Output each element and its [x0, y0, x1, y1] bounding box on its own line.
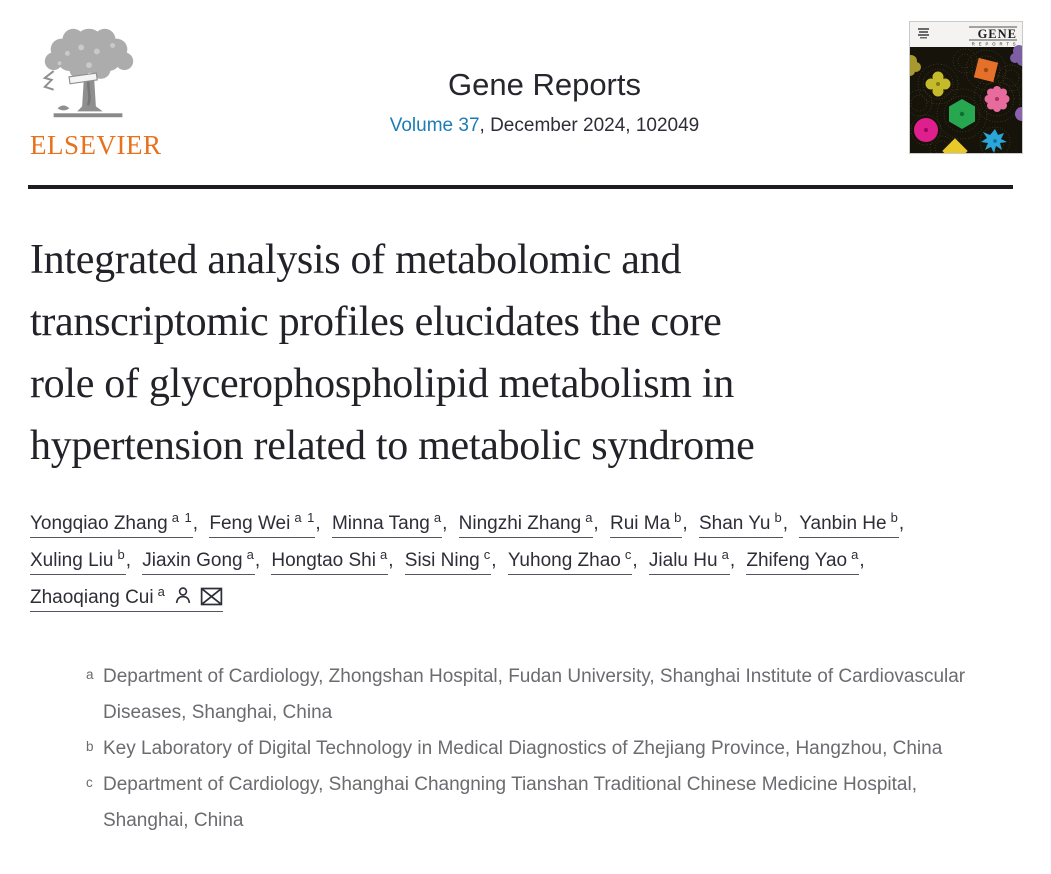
author-entry [746, 546, 870, 571]
author-separator: , [125, 550, 137, 571]
author-affiliation-superscript: a [157, 583, 166, 599]
author-affiliation-superscript: c [624, 546, 633, 562]
author-link[interactable] [331, 509, 443, 538]
author-separator: , [898, 513, 905, 534]
author-entry [799, 509, 910, 534]
author-entry [404, 546, 508, 571]
author-name: Yanbin He [799, 513, 887, 534]
author-entry [142, 546, 271, 571]
affiliation-entry [30, 731, 991, 767]
author-separator: , [729, 550, 741, 571]
article-title-line: role of glycerophospholipid metabolism in [30, 361, 734, 407]
affiliation-label: b [86, 739, 94, 754]
author-link[interactable] [404, 546, 492, 575]
author-name: Jialu Hu [648, 550, 718, 571]
author-separator: , [682, 513, 693, 534]
author-separator: , [192, 513, 204, 534]
envelope-icon[interactable] [200, 582, 223, 619]
author-link[interactable] [746, 546, 860, 575]
author-entry [507, 546, 649, 571]
author-link[interactable] [30, 509, 193, 538]
article-title [30, 229, 1006, 477]
author-separator: , [859, 550, 865, 571]
author-name: Xuling Liu [30, 550, 114, 571]
author-affiliation-superscript: b [774, 509, 783, 525]
author-name: Zhaoqiang Cui [30, 587, 154, 608]
author-entry [209, 509, 332, 534]
author-link[interactable] [30, 546, 126, 575]
elsevier-wordmark: ELSEVIER [30, 130, 162, 160]
author-link[interactable] [698, 509, 783, 538]
affiliation-text: Key Laboratory of Digital Technology in Medical Diagnostics of Zhejiang Province, Hangzhou, China [103, 738, 943, 759]
author-separator: , [388, 550, 399, 571]
article-title-line: Integrated analysis of metabolomic and [30, 237, 682, 283]
person-icon[interactable] [173, 582, 193, 619]
author-separator: , [442, 513, 453, 534]
author-separator: , [254, 550, 266, 571]
author-separator: , [593, 513, 604, 534]
author-affiliation-superscript: b [890, 509, 899, 525]
author-link[interactable] [799, 509, 899, 538]
journal-cover-thumbnail[interactable] [909, 21, 1023, 159]
author-affiliation-superscript: c [483, 546, 492, 562]
elsevier-tree-icon [30, 18, 148, 130]
author-affiliation-superscript: a [585, 509, 594, 525]
author-entry [648, 546, 746, 571]
author-link[interactable] [458, 509, 594, 538]
header-divider [28, 185, 1013, 189]
journal-info [180, 18, 909, 137]
affiliation-label: c [86, 775, 93, 790]
cover-artwork [909, 45, 1023, 154]
author-link[interactable] [142, 546, 255, 575]
author-affiliation-superscript: a 1 [294, 509, 316, 525]
article-title-line: transcriptomic profiles elucidates the core [30, 299, 722, 345]
author-affiliation-superscript: a [433, 509, 443, 525]
author-name: Jiaxin Gong [142, 550, 243, 571]
author-affiliation-superscript: a 1 [171, 509, 193, 525]
affiliation-text: Department of Cardiology, Zhongshan Hospital, Fudan University, Shanghai Institute of Cardiovascular Diseases, Shanghai, China [103, 666, 966, 723]
affiliation-entry [30, 659, 991, 731]
author-entry [30, 509, 209, 534]
cover-subtitle: R E P O R T S [971, 41, 1017, 47]
author-name: Yuhong Zhao [507, 550, 621, 571]
author-affiliation-superscript: b [674, 509, 683, 525]
journal-header [0, 0, 1051, 159]
volume-link[interactable]: Volume 37 [389, 115, 480, 137]
author-entry [458, 509, 610, 534]
cover-title: GENE [977, 27, 1017, 41]
cover-shape-pink-flower [985, 86, 1010, 112]
author-separator: , [632, 550, 643, 571]
issue-line [180, 115, 909, 137]
author-link[interactable] [209, 509, 316, 538]
author-affiliation-superscript: b [117, 546, 126, 562]
author-name: Ningzhi Zhang [458, 513, 582, 534]
author-affiliation-superscript: a [851, 546, 860, 562]
author-affiliation-superscript: a [246, 546, 255, 562]
author-affiliation-superscript: a [379, 546, 389, 562]
author-name: Shan Yu [698, 513, 771, 534]
author-link[interactable] [507, 546, 633, 575]
author-separator: , [491, 550, 502, 571]
author-link[interactable] [271, 546, 389, 575]
author-name: Minna Tang [331, 513, 430, 534]
issue-date-pages: , December 2024, 102049 [479, 115, 700, 137]
author-list [30, 505, 1006, 619]
author-name: Rui Ma [609, 513, 671, 534]
author-name: Sisi Ning [404, 550, 480, 571]
author-link[interactable] [609, 509, 683, 538]
article-title-line: hypertension related to metabolic syndrome [30, 423, 755, 469]
affiliation-list [30, 659, 991, 839]
author-name: Hongtao Shi [271, 550, 376, 571]
author-link[interactable] [648, 546, 730, 575]
author-entry [30, 546, 142, 571]
author-entry [30, 583, 223, 612]
journal-title-link[interactable]: Gene Reports [448, 67, 641, 102]
cover-shape-magenta-circle [914, 118, 938, 142]
author-separator: , [782, 513, 794, 534]
author-separator: , [315, 513, 326, 534]
affiliation-entry [30, 767, 991, 839]
author-link[interactable] [30, 583, 223, 612]
affiliation-label: a [86, 667, 94, 682]
author-entry [331, 509, 459, 534]
author-name: Feng Wei [209, 513, 291, 534]
author-affiliation-superscript: a [721, 546, 730, 562]
affiliation-text: Department of Cardiology, Shanghai Changning Tianshan Traditional Chinese Medicine Hospital, Shanghai, China [103, 774, 917, 831]
elsevier-logo[interactable] [30, 18, 180, 159]
author-entry [698, 509, 799, 534]
author-entry [271, 546, 404, 571]
author-name: Zhifeng Yao [746, 550, 848, 571]
author-entry [609, 509, 699, 534]
author-name: Yongqiao Zhang [30, 513, 168, 534]
